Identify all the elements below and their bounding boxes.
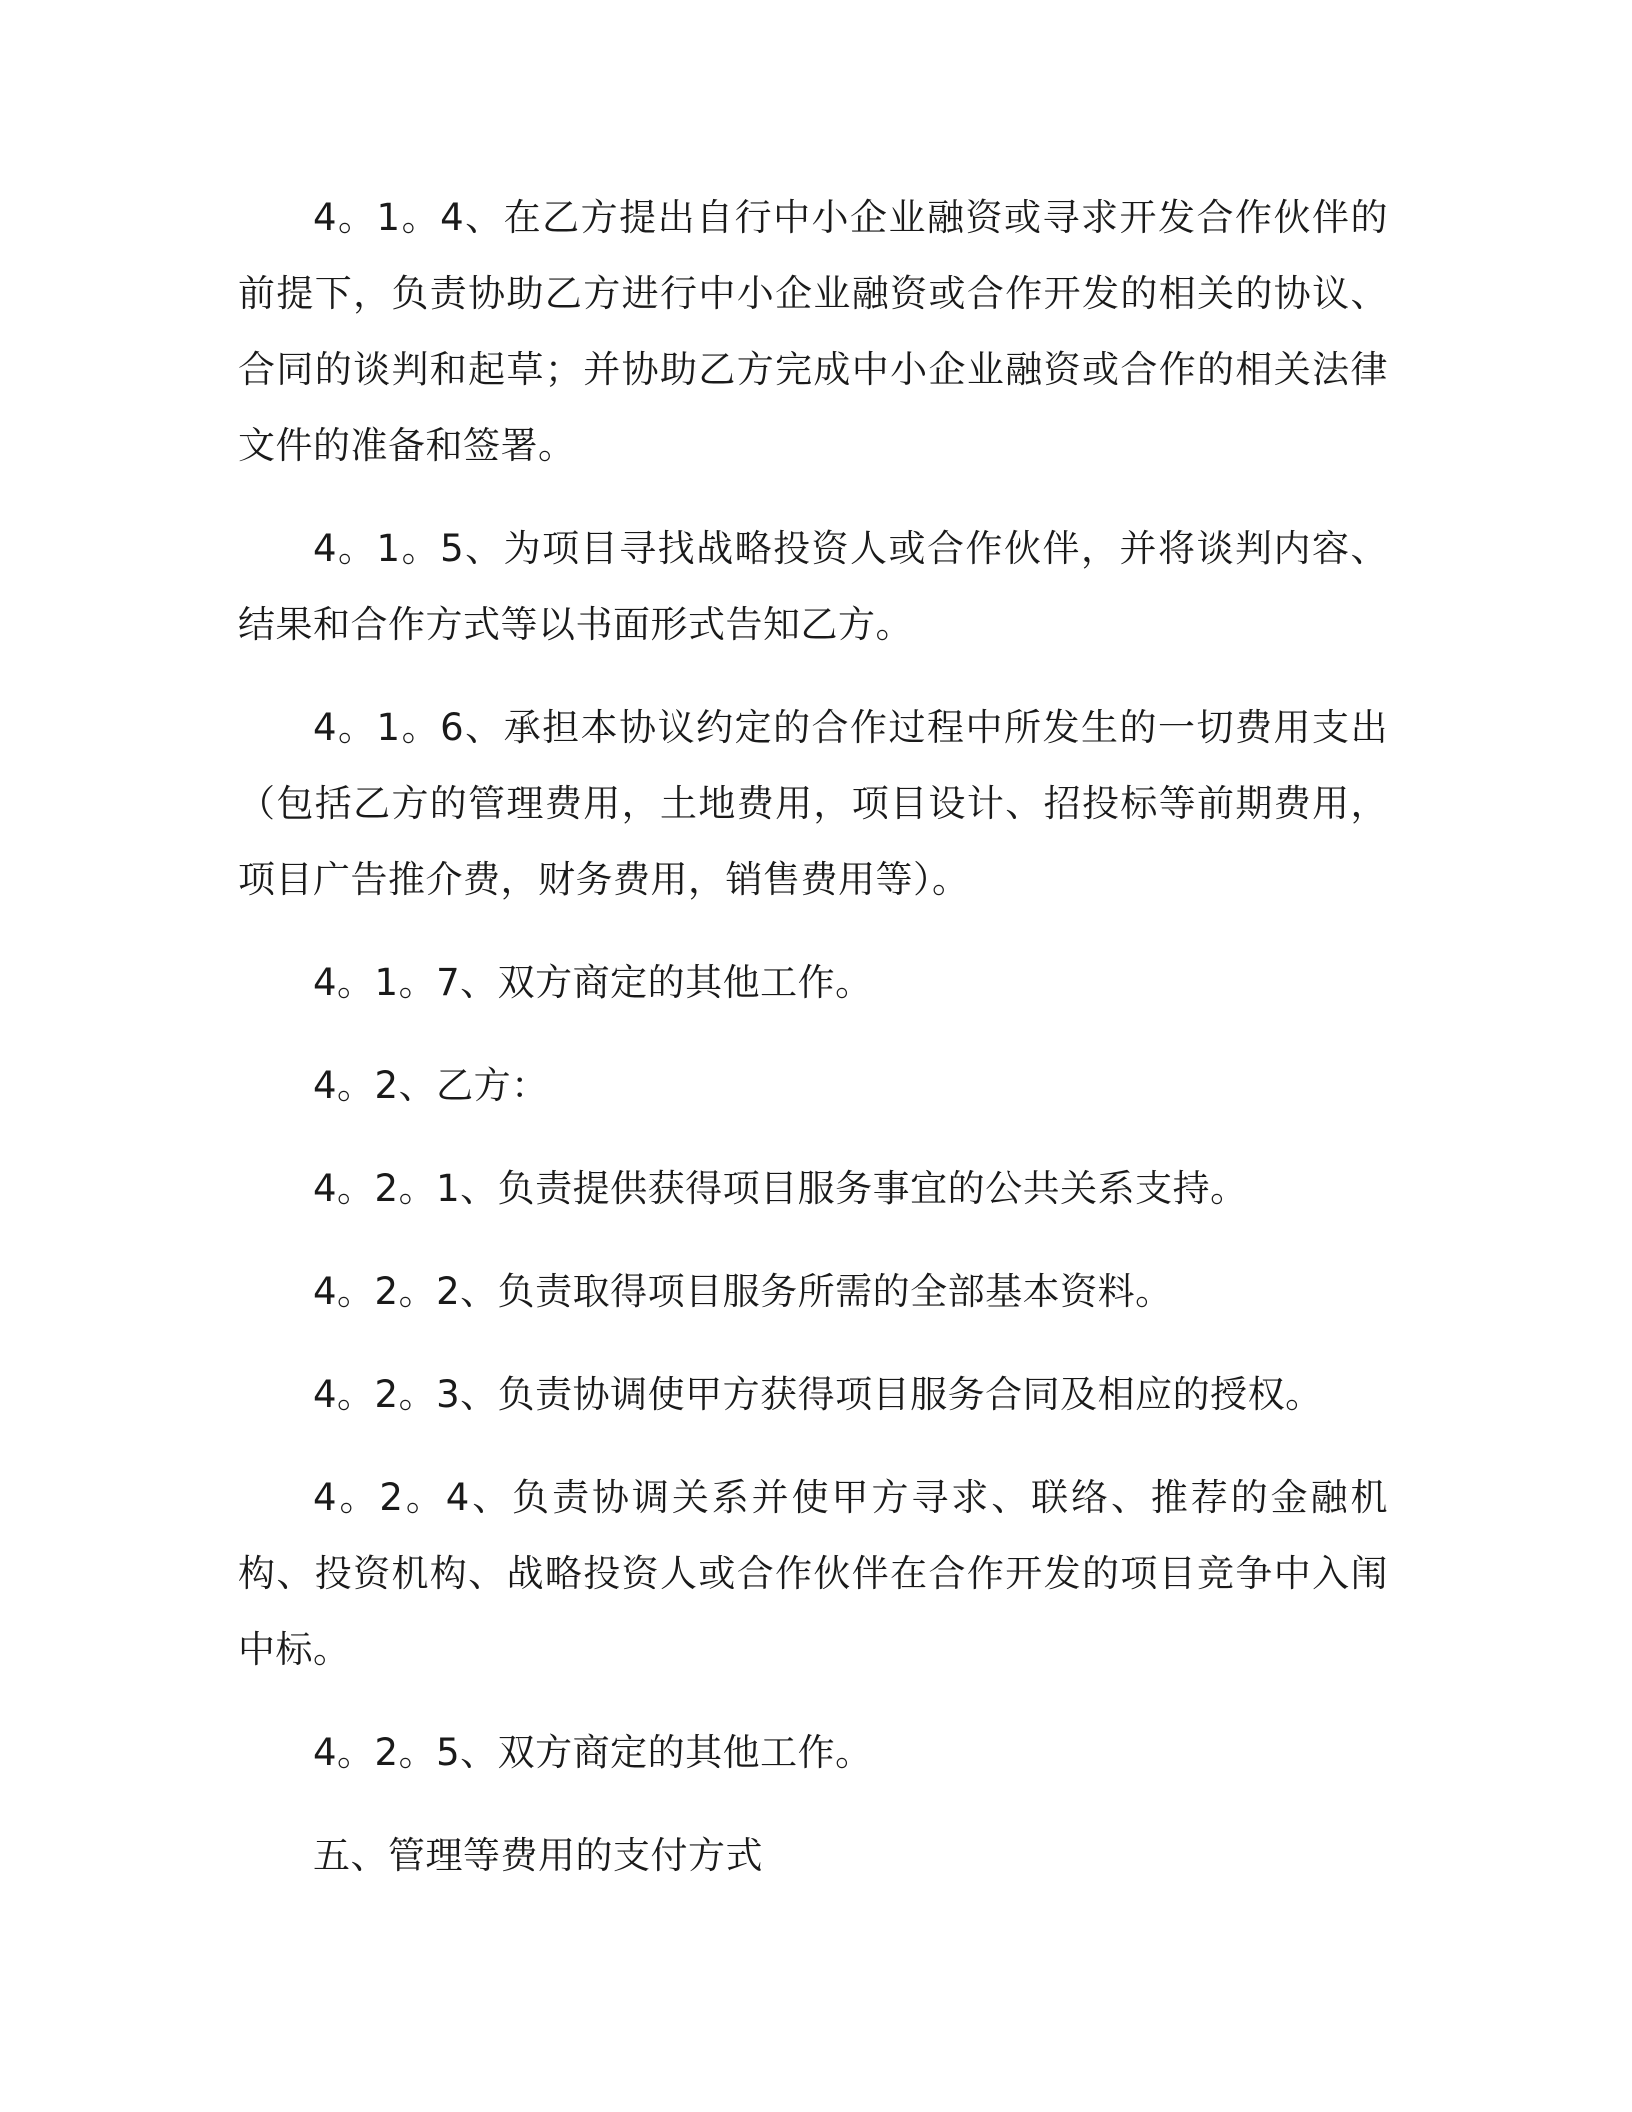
paragraph-4-1-7: 4。1。7、双方商定的其他工作。 — [313, 961, 873, 1004]
paragraph-4-2-3: 4。2。3、负责协调使甲方获得项目服务合同及相应的授权。 — [313, 1373, 1323, 1416]
paragraph-4-1-5: 4。1。5、为项目寻找战略投资人或合作伙伴，并将谈判内容、结果和合作方式等以书面形式告知乙方。 — [238, 527, 1388, 646]
paragraph-4-1-6: 4。1。6、承担本协议约定的合作过程中所发生的一切费用支出（包括乙方的管理费用，土地费用，项目设计、招投标等前期费用，项目广告推介费，财务费用，销售费用等）。 — [238, 706, 1388, 901]
paragraph-4-2: 4。2、乙方： — [313, 1064, 549, 1107]
document-body — [238, 180, 1388, 1921]
paragraph-4-2-4: 4。2。4、负责协调关系并使甲方寻求、联络、推荐的金融机构、投资机构、战略投资人或合作伙伴在合作开发的项目竞争中入闱中标。 — [238, 1476, 1388, 1671]
paragraph-4-2-1: 4。2。1、负责提供获得项目服务事宜的公共关系支持。 — [313, 1167, 1248, 1210]
paragraph-4-2-5: 4。2。5、双方商定的其他工作。 — [313, 1731, 873, 1774]
section-heading-5: 五、管理等费用的支付方式 — [313, 1834, 763, 1877]
paragraph-4-1-4: 4。1。4、在乙方提出自行中小企业融资或寻求开发合作伙伴的前提下，负责协助乙方进行中小企业融资或合作开发的相关的协议、合同的谈判和起草；并协助乙方完成中小企业融资或合作的相关法律文件的准备和签署。 — [238, 196, 1388, 467]
paragraph-4-2-2: 4。2。2、负责取得项目服务所需的全部基本资料。 — [313, 1270, 1173, 1313]
